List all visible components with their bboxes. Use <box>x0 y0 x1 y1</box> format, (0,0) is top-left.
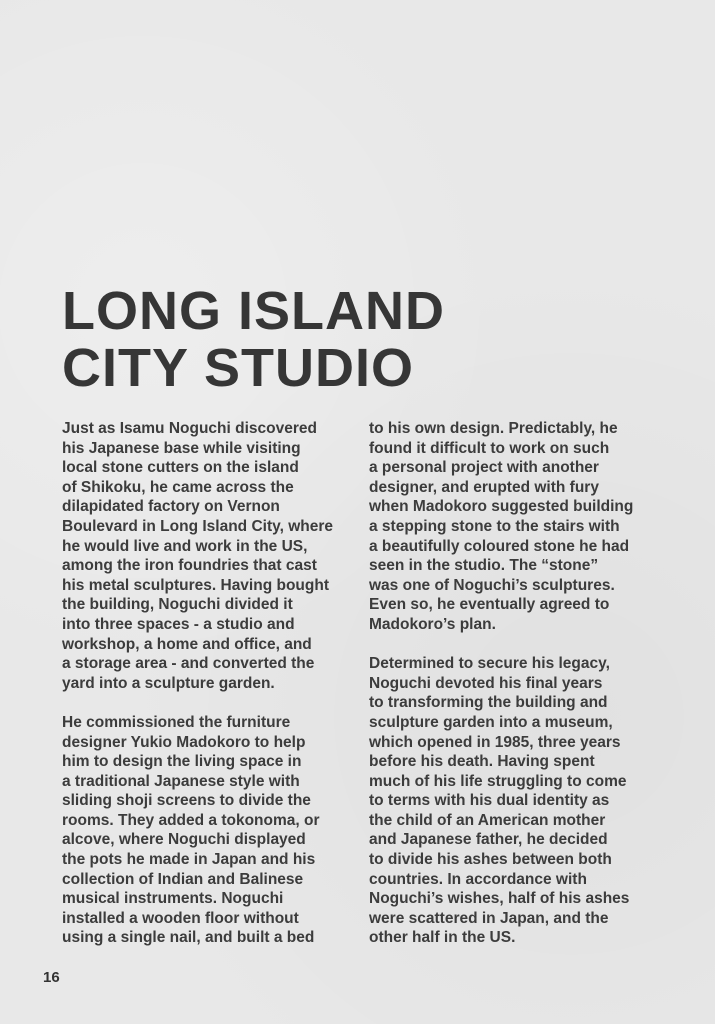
text-line: a beautifully coloured stone he had <box>369 537 630 555</box>
text-line: to divide his ashes between both <box>369 851 612 869</box>
text-line: collection of Indian and Balinese <box>62 870 304 888</box>
body-paragraph <box>369 654 669 948</box>
text-line: when Madokoro suggested building <box>369 498 634 516</box>
text-line: a traditional Japanese style with <box>62 772 300 790</box>
text-line: Noguchi devoted his final years <box>369 674 603 692</box>
text-line: were scattered in Japan, and the <box>369 909 609 927</box>
title-line-1: LONG ISLAND <box>62 281 445 341</box>
text-line: sculpture garden into a museum, <box>369 713 613 731</box>
text-line: countries. In accordance with <box>369 870 587 888</box>
text-line: of Shikoku, he came across the <box>62 478 294 496</box>
text-line: Madokoro’s plan. <box>369 615 496 633</box>
text-line: and Japanese father, he decided <box>369 831 608 849</box>
text-line: yard into a sculpture garden. <box>62 674 275 692</box>
text-line: which opened in 1985, three years <box>369 733 621 751</box>
text-line: to his own design. Predictably, he <box>369 420 618 437</box>
text-line: Boulevard in Long Island City, where <box>62 517 334 535</box>
page-number: 16 <box>43 969 60 986</box>
text-line: installed a wooden floor without <box>62 909 299 927</box>
right-column <box>369 419 669 968</box>
text-line: to terms with his dual identity as <box>369 792 610 810</box>
text-line: his Japanese base while visiting <box>62 439 301 457</box>
text-line: to transforming the building and <box>369 694 608 712</box>
text-line: a storage area - and converted the <box>62 655 315 673</box>
text-line: Even so, he eventually agreed to <box>369 596 610 614</box>
text-line: his metal sculptures. Having bought <box>62 576 329 594</box>
text-line: him to design the living space in <box>62 753 302 771</box>
text-line: much of his life struggling to come <box>369 772 627 790</box>
text-line: into three spaces - a studio and <box>62 615 295 633</box>
text-line: local stone cutters on the island <box>62 459 299 477</box>
text-line: seen in the studio. The “stone” <box>369 557 599 575</box>
text-line: using a single nail, and built a bed <box>62 929 315 947</box>
text-line: Noguchi’s wishes, half of his ashes <box>369 890 630 908</box>
text-line: He commissioned the furniture <box>62 713 291 731</box>
text-line: a stepping stone to the stairs with <box>369 517 620 535</box>
text-line: dilapidated factory on Vernon <box>62 498 280 516</box>
text-line: among the iron foundries that cast <box>62 557 317 575</box>
text-line: Determined to secure his legacy, <box>369 655 610 673</box>
text-line: Just as Isamu Noguchi discovered <box>62 420 317 437</box>
text-line: the pots he made in Japan and his <box>62 851 316 869</box>
text-line: he would live and work in the US, <box>62 537 308 555</box>
text-line: the child of an American mother <box>369 811 606 829</box>
text-line: was one of Noguchi’s sculptures. <box>369 576 615 594</box>
text-line: the building, Noguchi divided it <box>62 596 293 614</box>
text-line: workshop, a home and office, and <box>62 635 312 653</box>
body-paragraph <box>62 713 362 948</box>
text-line: designer Yukio Madokoro to help <box>62 733 306 751</box>
text-line: sliding shoji screens to divide the <box>62 792 311 810</box>
text-line: before his death. Having spent <box>369 753 595 771</box>
page-title <box>62 283 622 397</box>
body-paragraph <box>369 419 669 635</box>
text-line: designer, and erupted with fury <box>369 478 599 496</box>
title-line-2: CITY STUDIO <box>62 338 415 398</box>
text-line: musical instruments. Noguchi <box>62 890 284 908</box>
text-line: a personal project with another <box>369 459 599 477</box>
body-paragraph <box>62 419 362 693</box>
text-line: other half in the US. <box>369 929 516 947</box>
text-line: found it difficult to work on such <box>369 439 610 457</box>
text-line: alcove, where Noguchi displayed <box>62 831 306 849</box>
left-column <box>62 419 362 968</box>
text-line: rooms. They added a tokonoma, or <box>62 811 320 829</box>
